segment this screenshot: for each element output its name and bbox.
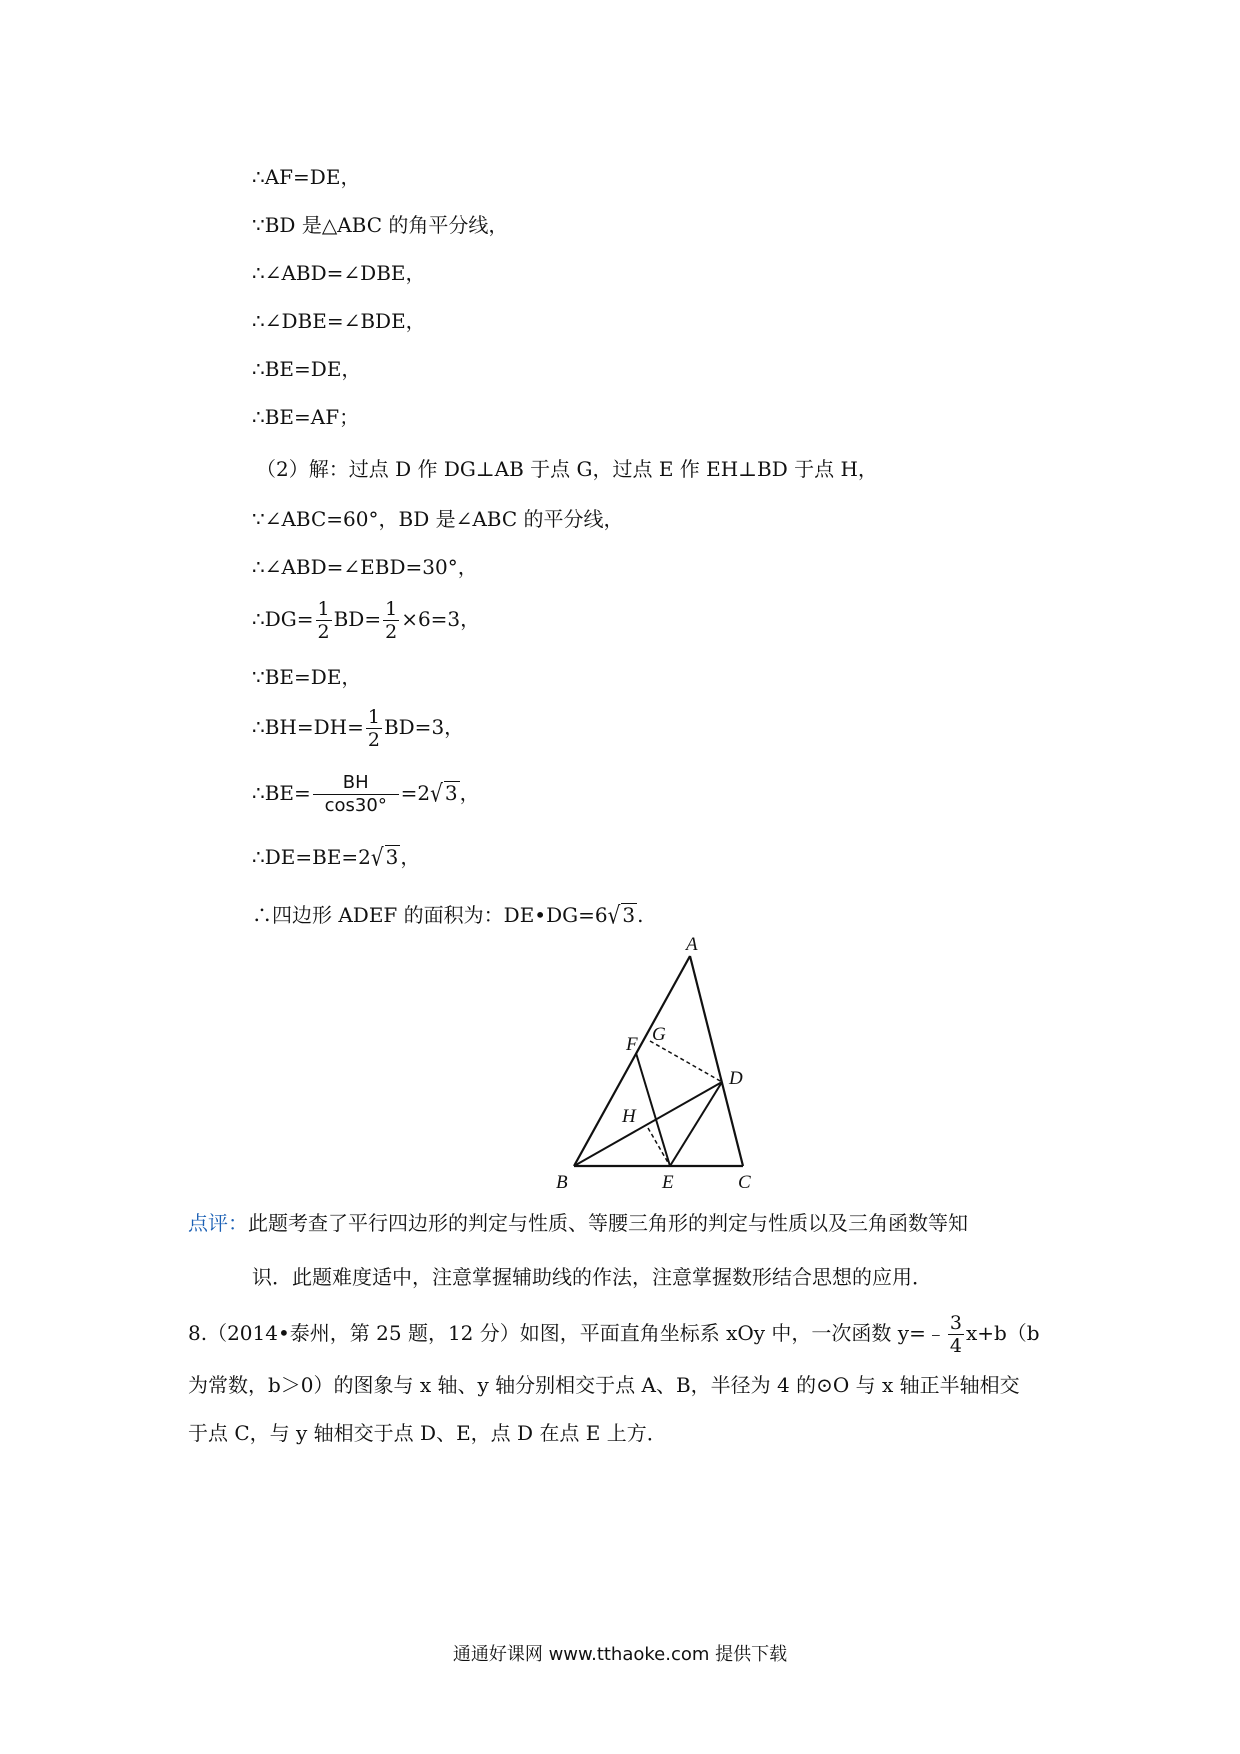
comment-text: 此题考查了平行四边形的判定与性质、等腰三角形的判定与性质以及三角函数等知: [248, 1211, 968, 1235]
segment-eh-dashed: [648, 1128, 670, 1166]
radicand: 3: [622, 903, 636, 927]
fraction: [316, 598, 332, 643]
text-segment: x+b（b: [965, 1321, 1040, 1345]
label-d: D: [729, 1068, 743, 1089]
proof-line: ∴∠ABD=∠EBD=30°，: [252, 555, 478, 579]
fraction: [948, 1312, 964, 1357]
proof-line-area: [252, 900, 643, 930]
proof-line: ∵∠ABC=60°，BD 是∠ABC 的平分线，: [252, 507, 624, 531]
text-segment: ∴DE=BE=2: [252, 845, 371, 869]
fraction: [383, 598, 399, 643]
text-segment: ×6=3，: [401, 607, 481, 631]
label-g: G: [652, 1024, 666, 1045]
fraction-numerator: 1: [317, 598, 330, 620]
text-segment: ∴DG=: [252, 607, 314, 631]
label-b: B: [556, 1172, 568, 1193]
proof-line: ∴∠DBE=∠BDE，: [252, 309, 426, 333]
fraction-numerator: 1: [367, 706, 380, 728]
text-segment: ，: [459, 781, 480, 805]
fraction-denominator: 2: [367, 729, 380, 751]
text-segment: ∴BH=DH=: [252, 715, 364, 739]
comment-label: 点评：: [188, 1211, 248, 1235]
text-segment: ∴BE=: [252, 781, 311, 805]
page-footer: 通通好课网 www.tthaoke.com 提供下载: [452, 1644, 788, 1665]
comment-line: 识．此题难度适中，注意掌握辅助线的作法，注意掌握数形结合思想的应用．: [252, 1265, 932, 1289]
fraction: [313, 772, 399, 817]
problem-line: 为常数，b＞0）的图象与 x 轴、y 轴分别相交于点 A、B，半径为 4 的⊙O 与 x 轴正半轴相交: [188, 1373, 1020, 1397]
segment-de: [670, 1082, 722, 1166]
proof-line-bh: [252, 706, 464, 751]
radical-sign: √: [430, 778, 443, 808]
geometry-figure: [540, 935, 780, 1200]
fraction-denominator: 2: [385, 621, 398, 643]
proof-line: ∵BD 是△ABC 的角平分线，: [252, 213, 509, 237]
fraction-numerator: 1: [385, 598, 398, 620]
text-segment: BD=3，: [383, 715, 465, 739]
proof-line-de: [252, 842, 420, 872]
radical-sign: √: [370, 842, 384, 872]
label-a: A: [686, 935, 698, 955]
segment-dg-dashed: [650, 1041, 722, 1082]
segment-ab: [574, 956, 690, 1166]
problem-line: 于点 C，与 y 轴相交于点 D、E，点 D 在点 E 上方．: [188, 1421, 667, 1445]
text-segment: .: [637, 903, 644, 927]
text-segment: 8.（2014•泰州，第 25 题，12 分）如图，平面直角坐标系 xOy 中，一次函数 y=﹣: [188, 1321, 946, 1345]
label-e: E: [662, 1172, 674, 1193]
label-c: C: [738, 1172, 751, 1193]
fraction-denominator: cos30°: [324, 795, 387, 816]
proof-line-be: [252, 772, 480, 817]
fraction-denominator: 2: [317, 621, 330, 643]
fraction-numerator: 3: [949, 1312, 962, 1334]
label-f: F: [626, 1034, 638, 1055]
comment-line: [188, 1208, 968, 1238]
segment-ac: [690, 956, 743, 1166]
text-segment: =2: [400, 781, 431, 805]
text-segment: ∴四边形 ADEF 的面积为：DE•DG=6: [252, 903, 608, 927]
text-segment: BD=: [333, 607, 382, 631]
problem-line: [188, 1312, 1040, 1357]
proof-line: ∴∠ABD=∠DBE，: [252, 261, 426, 285]
radicand: 3: [385, 845, 399, 869]
proof-line: ∴AF=DE，: [252, 165, 361, 189]
proof-line: ∴BE=DE，: [252, 357, 362, 381]
fraction-numerator: BH: [313, 772, 399, 795]
proof-line: ∴BE=AF；: [252, 405, 360, 429]
text-segment: ，: [400, 845, 421, 869]
radical-sign: √: [607, 900, 621, 930]
fraction-denominator: 4: [949, 1335, 962, 1357]
proof-line: （2）解：过点 D 作 DG⊥AB 于点 G，过点 E 作 EH⊥BD 于点 H，: [256, 457, 878, 481]
segment-fe: [636, 1053, 670, 1166]
fraction: [366, 706, 382, 751]
label-h: H: [622, 1106, 636, 1127]
radicand: 3: [444, 781, 458, 805]
proof-line: ∵BE=DE，: [252, 665, 362, 689]
proof-line-dg: [252, 598, 480, 643]
